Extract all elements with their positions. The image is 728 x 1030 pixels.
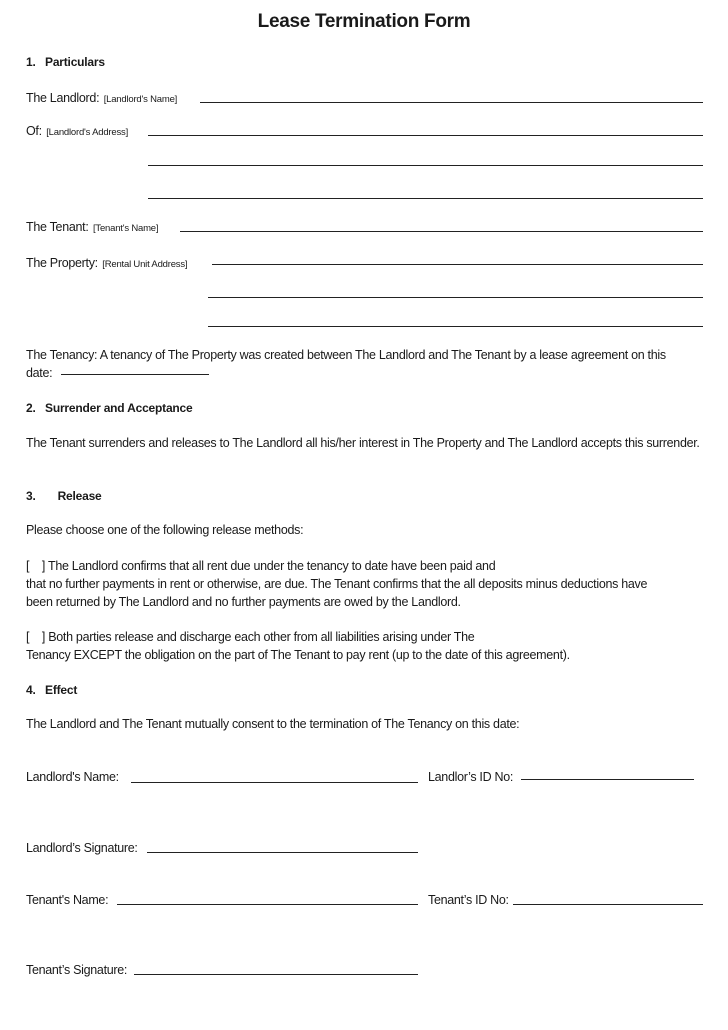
release-option-2-line-1: Both parties release and discharge each other from all liabilities arising under The bbox=[48, 630, 475, 644]
section-title: Release bbox=[57, 489, 102, 503]
landlord-name-signature-field[interactable] bbox=[131, 782, 418, 783]
tenant-label: The Tenant: bbox=[26, 220, 89, 234]
section-number: 4. bbox=[26, 683, 36, 697]
section-number: 2. bbox=[26, 401, 36, 415]
tenant-name-signature-field[interactable] bbox=[117, 904, 418, 905]
surrender-paragraph: The Tenant surrenders and releases to The Landlord all his/her interest in The Property and The Landlord accepts this surrender. bbox=[26, 436, 700, 450]
landlord-label: The Landlord: bbox=[26, 91, 100, 105]
tenant-hint: [Tenant's Name] bbox=[92, 223, 159, 234]
landlord-address-field-3[interactable] bbox=[148, 198, 703, 199]
tenant-name-field[interactable] bbox=[180, 231, 703, 232]
landlord-hint: [Landlord's Name] bbox=[103, 94, 178, 105]
section-number: 3. bbox=[26, 489, 36, 503]
landlord-name-field[interactable] bbox=[200, 102, 703, 103]
section-heading-release bbox=[26, 489, 102, 503]
tenant-id-field[interactable] bbox=[513, 904, 703, 905]
release-option-1-checkbox[interactable]: [ ] bbox=[26, 559, 46, 573]
section-heading-particulars bbox=[26, 55, 105, 69]
release-option-1-line-3: been returned by The Landlord and no further payments are owed by the Landlord. bbox=[26, 595, 461, 609]
landlord-id-field[interactable] bbox=[521, 779, 694, 780]
tenant-signature-field[interactable] bbox=[134, 974, 418, 975]
landlord-address-field-1[interactable] bbox=[148, 135, 703, 136]
section-title: Surrender and Acceptance bbox=[45, 401, 193, 415]
property-address-field-1[interactable] bbox=[212, 264, 703, 265]
tenant-id-label: Tenant’s ID No: bbox=[428, 893, 509, 907]
section-title: Effect bbox=[45, 683, 78, 697]
tenancy-paragraph bbox=[26, 346, 706, 382]
landlord-signature-field[interactable] bbox=[147, 852, 418, 853]
landlord-name-label: Landlord's Name: bbox=[26, 770, 119, 784]
section-heading-effect bbox=[26, 683, 77, 697]
of-label: Of: bbox=[26, 124, 42, 138]
release-intro: Please choose one of the following release methods: bbox=[26, 523, 304, 537]
page-title: Lease Termination Form bbox=[257, 11, 471, 32]
landlord-address-field-2[interactable] bbox=[148, 165, 703, 166]
release-option-2-line-2: Tenancy EXCEPT the obligation on the part of The Tenant to pay rent (up to the date of this agreement). bbox=[26, 648, 570, 662]
release-option-1 bbox=[26, 557, 706, 611]
effect-paragraph: The Landlord and The Tenant mutually consent to the termination of The Tenancy on this date: bbox=[26, 717, 520, 731]
tenancy-date-label: date: bbox=[26, 366, 53, 380]
tenant-name-label: Tenant's Name: bbox=[26, 893, 109, 907]
tenancy-date-field[interactable] bbox=[61, 374, 209, 375]
of-hint: [Landlord's Address] bbox=[46, 127, 129, 138]
release-option-2 bbox=[26, 628, 706, 664]
release-option-1-line-1: The Landlord confirms that all rent due under the tenancy to date have been paid and bbox=[48, 559, 496, 573]
property-address-field-3[interactable] bbox=[208, 326, 703, 327]
property-address-field-2[interactable] bbox=[208, 297, 703, 298]
property-label: The Property: bbox=[26, 256, 98, 270]
landlord-id-label: Landlor’s ID No: bbox=[428, 770, 514, 784]
tenancy-text: The Tenancy: A tenancy of The Property was created between The Landlord and The Tenant by a lease agreement on this bbox=[26, 348, 666, 362]
section-title: Particulars bbox=[45, 55, 105, 69]
tenant-signature-label: Tenant’s Signature: bbox=[26, 963, 128, 977]
tenant-field-label bbox=[26, 218, 158, 236]
release-option-2-checkbox[interactable]: [ ] bbox=[26, 630, 46, 644]
section-number: 1. bbox=[26, 55, 36, 69]
landlord-signature-label: Landlord’s Signature: bbox=[26, 841, 138, 855]
release-option-1-line-2: that no further payments in rent or otherwise, are due. The Tenant confirms that the all deposits minus deductions have bbox=[26, 577, 648, 591]
landlord-field-label bbox=[26, 89, 177, 107]
section-heading-surrender bbox=[26, 401, 193, 415]
property-hint: [Rental Unit Address] bbox=[102, 259, 188, 270]
property-field-label bbox=[26, 254, 187, 272]
address-field-label bbox=[26, 122, 128, 140]
